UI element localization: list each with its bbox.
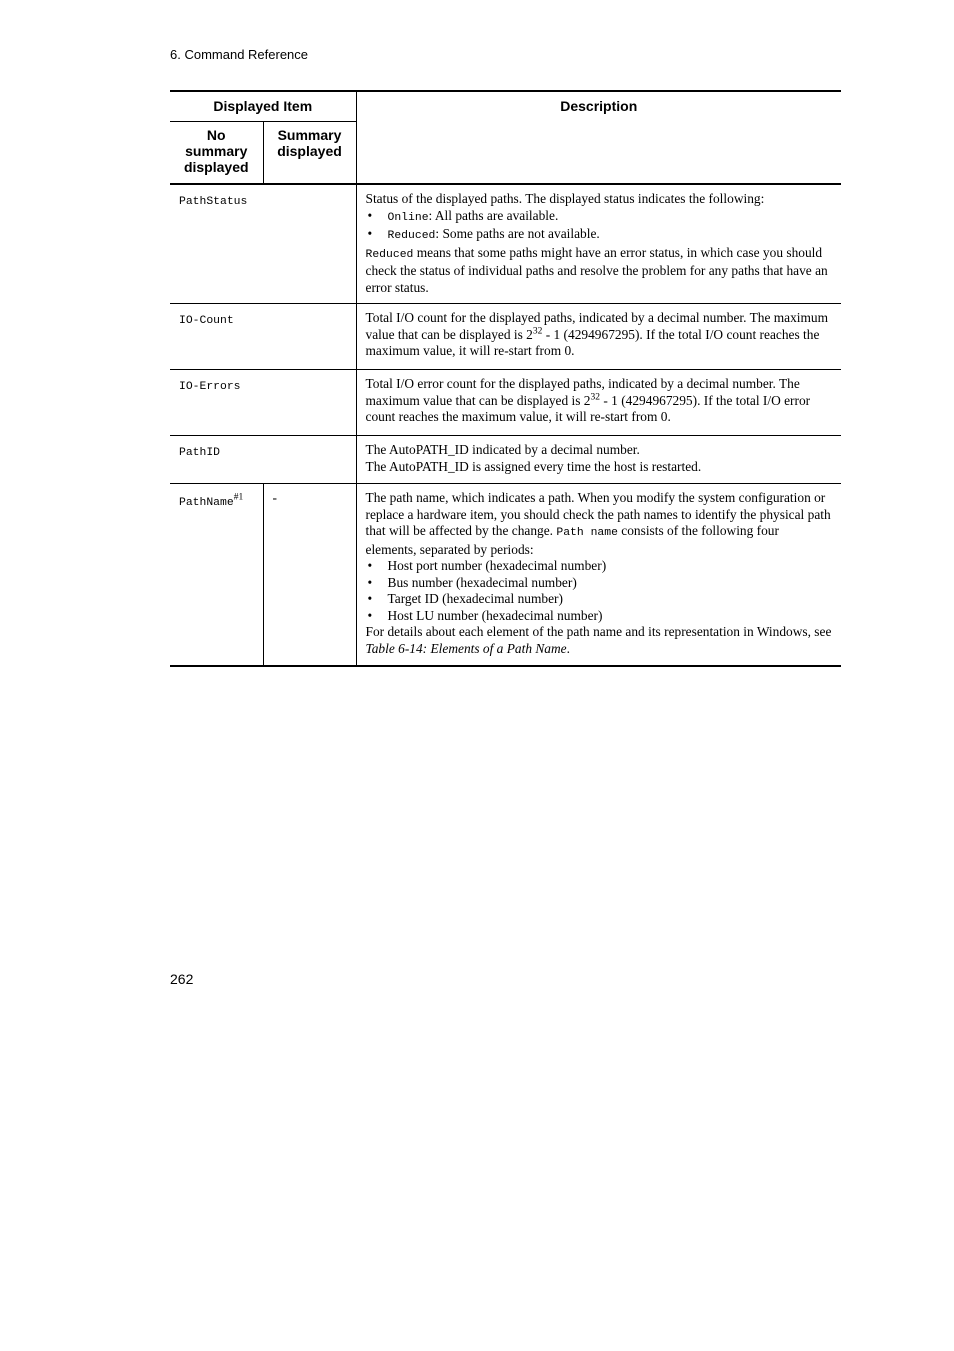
- description-cell: [356, 184, 841, 304]
- exponent: 32: [532, 326, 543, 337]
- description-text: - 1 (4294967295). If the total I/O error count reaches the maximum value, it will re-start from 0.: [365, 392, 811, 424]
- description-cell: [356, 304, 841, 370]
- displayed-item-header: Displayed Item: [170, 91, 356, 121]
- inline-code: Path name: [556, 527, 618, 539]
- bullet-icon: •: [367, 558, 373, 573]
- item-name: PathStatus: [179, 196, 248, 208]
- item-cell: [170, 370, 356, 436]
- description-text: The AutoPATH_ID is assigned every time the host is restarted.: [365, 458, 702, 474]
- item-cell: [170, 484, 263, 666]
- status-text: : Some paths are not available.: [435, 226, 600, 241]
- list-item-text: Bus number (hexadecimal number): [387, 574, 577, 590]
- description-text: The path name, which indicates a path. When you modify the system configuration or replace a hardware item, you should check the path names to identify the physical path that will be affected by the change.: [365, 490, 831, 538]
- status-code: Reduced: [365, 248, 414, 261]
- description-text: Total I/O error count for the displayed paths, indicated by a decimal number. The maximum value that can be displayed is 2: [365, 376, 800, 408]
- summary-value: -: [272, 490, 277, 505]
- list-item-text: Host port number (hexadecimal number): [387, 558, 607, 573]
- table-row: [170, 304, 841, 370]
- list-item: [366, 558, 833, 575]
- description-text: The AutoPATH_ID indicated by a decimal number.: [365, 442, 640, 457]
- description-text: .: [566, 640, 570, 656]
- list-item: [366, 575, 833, 592]
- item-name: IO-Count: [179, 315, 234, 327]
- table-row: [170, 484, 841, 666]
- table-row: [170, 184, 841, 304]
- no-summary-header: No summary displayed: [170, 121, 263, 184]
- description-cell: [356, 484, 841, 666]
- description-header: Description: [356, 91, 841, 184]
- status-code: Online: [387, 211, 429, 224]
- item-name: PathID: [179, 447, 221, 459]
- table-cross-reference: Table 6-14: Elements of a Path Name: [365, 640, 567, 656]
- exponent: 32: [590, 392, 600, 403]
- item-name: IO-Errors: [179, 381, 241, 393]
- description-text: - 1 (4294967295). If the total I/O count reaches the maximum value, it will re-start from 0.: [365, 326, 820, 358]
- bullet-icon: •: [367, 226, 373, 241]
- description-text: For details about each element of the path name and its representation in Windows, see: [365, 624, 832, 639]
- item-cell: [170, 436, 356, 484]
- command-reference-table: [170, 90, 841, 667]
- list-item: [366, 591, 833, 608]
- item-cell: [170, 184, 356, 304]
- list-item: [366, 226, 833, 245]
- page-number: 262: [170, 971, 194, 987]
- table-row: [170, 436, 841, 484]
- list-item-text: Target ID (hexadecimal number): [387, 591, 563, 606]
- list-item: [366, 208, 833, 227]
- status-code: Reduced: [387, 230, 436, 242]
- summary-cell: [263, 484, 356, 666]
- description-cell: [356, 370, 841, 436]
- bullet-icon: •: [367, 574, 373, 590]
- description-text: means that some paths might have an error status, in which case you should check the status of individual paths and resolve the problem for any paths that have an error status.: [365, 244, 828, 295]
- item-name: PathName: [179, 497, 234, 509]
- bullet-icon: •: [367, 207, 373, 223]
- list-item-text: Host LU number (hexadecimal number): [387, 607, 603, 623]
- footnote-ref: #1: [233, 492, 244, 503]
- bullet-icon: •: [367, 607, 373, 623]
- summary-header: Summary displayed: [263, 121, 356, 184]
- status-text: : All paths are available.: [428, 207, 559, 223]
- description-cell: [356, 436, 841, 484]
- description-text: Total I/O count for the displayed paths, indicated by a decimal number. The maximum value that can be displayed is 2: [365, 310, 829, 342]
- description-text: consists of the following four elements, separated by periods:: [365, 523, 779, 557]
- running-header: 6. Command Reference: [170, 47, 309, 62]
- item-cell: [170, 304, 356, 370]
- list-item: [366, 608, 833, 625]
- description-text: Status of the displayed paths. The displayed status indicates the following:: [365, 191, 765, 206]
- bullet-icon: •: [367, 591, 373, 606]
- table-row: [170, 370, 841, 436]
